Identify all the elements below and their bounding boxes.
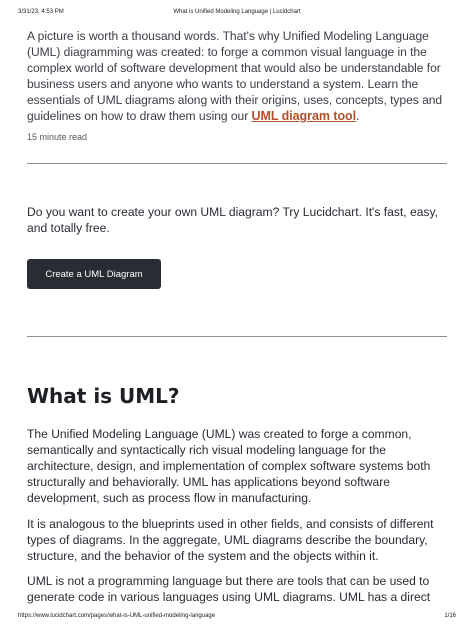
intro-text: A picture is worth a thousand words. That's why Unified Modeling Language (UML) diagramming was created: to forge a common visual language in the complex world of software development that would also be understandable for business users and anyone who wants to understand a system. Learn the essentials of UML diagrams along with their origins, uses, concepts, types and guidelines on how to draw them using our: [27, 29, 443, 123]
section-title: What is UML?: [27, 384, 180, 408]
create-uml-diagram-button[interactable]: Create a UML Diagram: [27, 259, 161, 289]
divider-top: [27, 163, 447, 164]
print-page-title: What is Unified Modeling Language | Lucidchart: [173, 9, 301, 15]
section-paragraph-3: UML is not a programming language but there are tools that can be used to generate code in various languages using UML diagrams. UML has a direct: [27, 574, 431, 604]
print-date: 3/31/23, 4:53 PM: [18, 9, 64, 15]
intro-text-end: .: [356, 109, 360, 123]
section-paragraph-1: The Unified Modeling Language (UML) was created to forge a common, semantically and syntactically rich visual modeling language for the architecture, design, and implementation of complex software systems both structurally and behaviorally. UML has applications beyond software development, such as process flow in manufacturing.: [27, 427, 431, 505]
intro-section: [27, 28, 447, 142]
divider-middle: [27, 336, 447, 337]
section-paragraph-2: It is analogous to the blueprints used in other fields, and consists of different types of diagrams. In the aggregate, UML diagrams describe the boundary, structure, and the behavior of the system and the objects within it.: [27, 517, 434, 563]
print-url: https://www.lucidchart.com/pages/what-is-UML-unified-modeling-language: [18, 613, 216, 619]
cta-text: Do you want to create your own UML diagram? Try Lucidchart. It's fast, easy, and totally free.: [27, 205, 438, 235]
print-page-number: 1/16: [444, 613, 456, 619]
print-header: [18, 9, 456, 19]
uml-diagram-tool-link[interactable]: UML diagram tool: [251, 109, 357, 123]
intro-paragraph: [27, 28, 447, 124]
print-footer: [18, 613, 456, 623]
read-time: 15 minute read: [27, 132, 88, 142]
